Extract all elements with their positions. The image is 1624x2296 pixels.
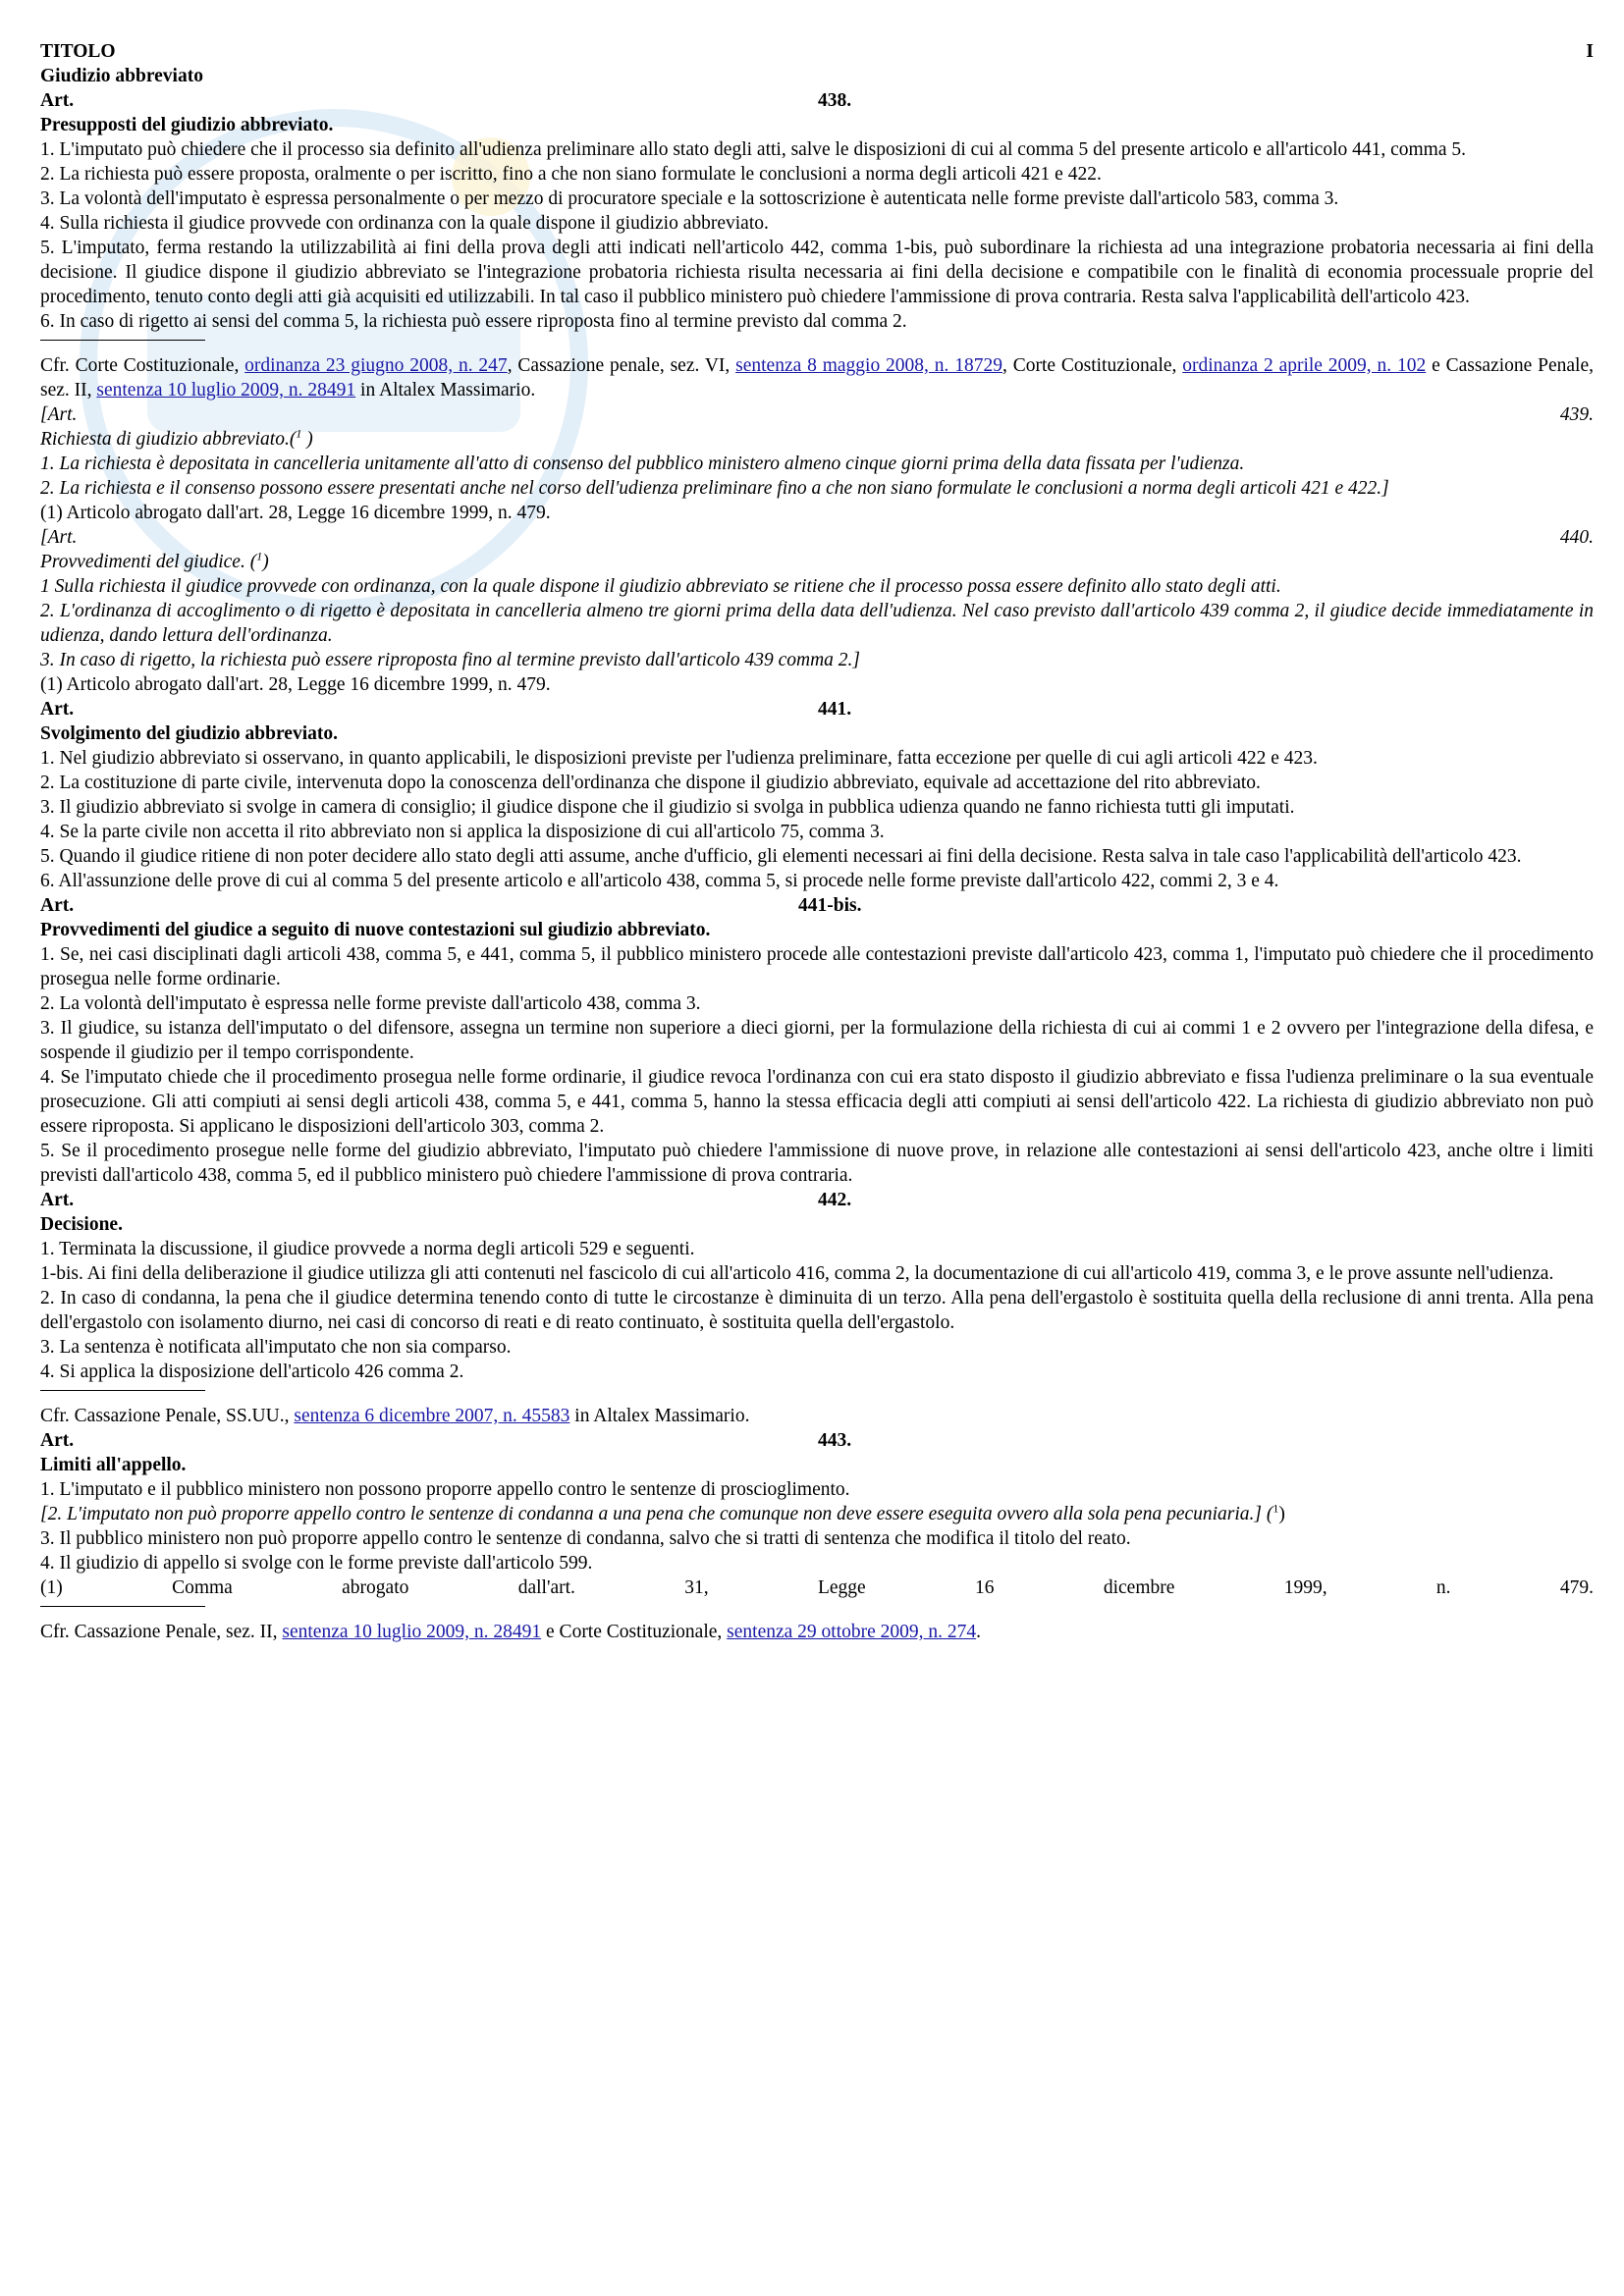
- citation-link[interactable]: sentenza 6 dicembre 2007, n. 45583: [294, 1406, 570, 1426]
- heading-text: ): [301, 429, 313, 450]
- footnote: (1) Articolo abrogato dall'art. 28, Legge 16 dicembre 1999, n. 479.: [40, 503, 551, 523]
- paragraph: 5. L'imputato, ferma restando la utilizzabilità ai fini della prova degli atti indicati nell'articolo 442, comma 1-bis, può subordinare la richiesta ad una integrazione probatoria necessaria ai fini della decisione. Il giudice dispone il giudizio abbreviato se l'integrazione probatoria richiesta risulta necessaria ai fini della decisione e compatibile con le finalità di economia processuale proprie del procedimento, tenuto conto degli atti già acquisiti ed utilizzabili. In tal caso il pubblico ministero può chiedere l'ammissione di prova contraria. Resta salva l'applicabilità dell'articolo 423.: [40, 238, 1594, 307]
- paragraph: 2. In caso di condanna, la pena che il giudice determina tenendo conto di tutte le circostanze è diminuita di un terzo. Alla pena dell'ergastolo è sostituita quella della reclusione di anni trenta. Alla pena dell'ergastolo con isolamento diurno, nei casi di concorso di reati e di reato continuato, è sostituita quella dell'ergastolo.: [40, 1288, 1594, 1333]
- footnote-divider: [40, 340, 205, 350]
- article-heading: Svolgimento del giudizio abbreviato.: [40, 723, 338, 744]
- article-number: 439.: [1559, 404, 1594, 425]
- paragraph: 2. La volontà dell'imputato è espressa nelle forme previste dall'articolo 438, comma 3.: [40, 993, 701, 1014]
- title-numeral: I: [1586, 41, 1594, 62]
- footnote: [40, 1575, 1594, 1600]
- footnote-word: 479.: [1559, 1577, 1594, 1598]
- paragraph: 3. Il pubblico ministero non può proporre appello contro le sentenze di condanna, salvo che si tratti di sentenza che modifica il titolo del reato.: [40, 1528, 1131, 1549]
- footnote-word: n.: [1435, 1577, 1451, 1598]
- article-number: 441.: [818, 699, 852, 720]
- paragraph: 3. La sentenza è notificata all'imputato che non sia comparso.: [40, 1337, 512, 1358]
- citation-text: in Altalex Massimario.: [355, 380, 536, 400]
- citation-link[interactable]: ordinanza 2 aprile 2009, n. 102: [1182, 355, 1427, 376]
- citation-text: Cfr. Cassazione Penale, sez. II,: [40, 1622, 283, 1642]
- article-heading: Decisione.: [40, 1214, 123, 1235]
- title-label: TITOLO: [40, 41, 116, 62]
- paragraph: 1. Se, nei casi disciplinati dagli articoli 438, comma 5, e 441, comma 5, il pubblico ministero procede alle contestazioni previste dall'articolo 423, comma 1, l'imputato può chiedere che il procedimento prosegua nelle forme ordinarie.: [40, 944, 1594, 989]
- paragraph: 4. Se l'imputato chiede che il procedimento prosegua nelle forme ordinarie, il giudice revoca l'ordinanza con cui era stato disposto il giudizio abbreviato e fissa l'udienza preliminare o la sua eventuale prosecuzione. Gli atti compiuti ai sensi degli articoli 438, comma 5, e 441, comma 5, hanno la stessa efficacia degli atti compiuti ai sensi dell'articolo 422. La richiesta di giudizio abbreviato non può essere riproposta. Si applicano le disposizioni dell'articolo 303, comma 2.: [40, 1067, 1594, 1137]
- article-header-438: [40, 88, 1594, 113]
- paragraph: 2. L'ordinanza di accoglimento o di rigetto è depositata in cancelleria almeno tre giorni prima della data dell'udienza. Nel caso previsto dall'articolo 439 comma 2, il giudice decide immediatamente in udienza, dando lettura dell'ordinanza.: [40, 601, 1594, 646]
- footnote-divider: [40, 1606, 205, 1617]
- citation-text: e Cassazione Penale, sez. II,: [40, 355, 1594, 400]
- article-label: [Art.: [40, 404, 78, 425]
- paragraph: 4. Sulla richiesta il giudice provvede con ordinanza con la quale dispone il giudizio abbreviato.: [40, 213, 769, 234]
- paragraph: 3. La volontà dell'imputato è espressa personalmente o per mezzo di procuratore speciale e la sottoscrizione è autenticata nelle forme previste dall'articolo 583, comma 3.: [40, 188, 1339, 209]
- paragraph: 1. Terminata la discussione, il giudice provvede a norma degli articoli 529 e seguenti.: [40, 1239, 695, 1259]
- footnote-word: 16: [975, 1577, 995, 1598]
- footnote: (1) Articolo abrogato dall'art. 28, Legge 16 dicembre 1999, n. 479.: [40, 674, 551, 695]
- footnote-word: 31,: [684, 1577, 709, 1598]
- citation-link[interactable]: sentenza 10 luglio 2009, n. 28491: [96, 380, 356, 400]
- title-row: [40, 39, 1594, 64]
- footnote-word: Legge: [817, 1577, 866, 1598]
- footnote-word: abrogato: [342, 1577, 409, 1598]
- paragraph-text: [2. L'imputato non può proporre appello contro le sentenze di condanna a una pena che comunque non deve essere eseguita ovvero alla sola pena pecuniaria.] (: [40, 1504, 1273, 1524]
- article-number: 442.: [818, 1190, 852, 1210]
- paragraph: 3. Il giudizio abbreviato si svolge in camera di consiglio; il giudice dispone che il giudizio si svolga in pubblica udienza quando ne fanno richiesta tutti gli imputati.: [40, 797, 1295, 818]
- paragraph: 5. Se il procedimento prosegue nelle forme del giudizio abbreviato, l'imputato può chiedere l'ammissione di nuove prove, in relazione alle contestazioni ai sensi dell'articolo 423, anche oltre i limiti previsti dall'articolo 438, comma 5, ed il pubblico ministero può chiedere l'ammissione di prova contraria.: [40, 1141, 1594, 1186]
- heading-text: Provvedimenti del giudice. (: [40, 552, 257, 572]
- article-header-442: [40, 1188, 1594, 1212]
- citation-text: Cfr. Cassazione Penale, SS.UU.,: [40, 1406, 295, 1426]
- paragraph: 1. La richiesta è depositata in cancelleria unitamente all'atto di consenso del pubblico ministero almeno cinque giorni prima della data fissata per l'udienza.: [40, 454, 1245, 474]
- article-heading: Limiti all'appello.: [40, 1455, 187, 1475]
- article-heading: [40, 550, 1594, 574]
- citation-text: e Corte Costituzionale,: [541, 1622, 728, 1642]
- citation-link[interactable]: ordinanza 23 giugno 2008, n. 247: [244, 355, 508, 376]
- footnote-ref: 1: [296, 426, 302, 441]
- paragraph: 2. La richiesta e il consenso possono essere presentati anche nel corso dell'udienza preliminare fino a che non siano formulate le conclusioni a norma degli articoli 421 e 422.]: [40, 478, 1389, 499]
- citation-text: .: [976, 1622, 982, 1642]
- document-page: [40, 39, 1594, 1644]
- footnote-divider: [40, 1390, 205, 1401]
- citation-text: in Altalex Massimario.: [569, 1406, 750, 1426]
- citation: [40, 1404, 1594, 1428]
- article-label: Art.: [40, 1430, 75, 1451]
- footnote-ref: 1: [1272, 1501, 1279, 1516]
- paragraph: 2. La costituzione di parte civile, intervenuta dopo la conoscenza dell'ordinanza che dispone il giudizio abbreviato, equivale ad accettazione del rito abbreviato.: [40, 773, 1261, 793]
- paragraph: 1. Nel giudizio abbreviato si osservano, in quanto applicabili, le disposizioni previste per l'udienza preliminare, fatta eccezione per quelle di cui agli articoli 422 e 423.: [40, 748, 1318, 769]
- paragraph: 4. Se la parte civile non accetta il rito abbreviato non si applica la disposizione di cui all'articolo 75, comma 3.: [40, 822, 885, 842]
- citation-link[interactable]: sentenza 10 luglio 2009, n. 28491: [282, 1622, 542, 1642]
- paragraph: 4. Si applica la disposizione dell'articolo 426 comma 2.: [40, 1362, 464, 1382]
- footnote-word: Comma: [172, 1577, 233, 1598]
- paragraph: 2. La richiesta può essere proposta, oralmente o per iscritto, fino a che non siano formulate le conclusioni a norma degli articoli 421 e 422.: [40, 164, 1102, 185]
- article-label: Art.: [40, 90, 75, 111]
- article-number: 438.: [818, 90, 852, 111]
- article-number: 440.: [1559, 527, 1594, 548]
- paragraph: 5. Quando il giudice ritiene di non poter decidere allo stato degli atti assume, anche d'ufficio, gli elementi necessari ai fini della decisione. Resta salva in tale caso l'applicabilità dell'articolo 423.: [40, 846, 1522, 867]
- footnote-ref: 1: [256, 549, 263, 563]
- article-heading: Presupposti del giudizio abbreviato.: [40, 115, 334, 135]
- footnote-word: (1): [40, 1577, 63, 1598]
- citation-link[interactable]: sentenza 8 maggio 2008, n. 18729: [735, 355, 1002, 376]
- article-label: Art.: [40, 1190, 75, 1210]
- paragraph: 1 Sulla richiesta il giudice provvede con ordinanza, con la quale dispone il giudizio abbreviato se ritiene che il processo possa essere definito allo stato degli atti.: [40, 576, 1281, 597]
- section-subtitle: Giudizio abbreviato: [40, 66, 203, 86]
- citation-link[interactable]: sentenza 29 ottobre 2009, n. 274: [727, 1622, 977, 1642]
- article-header-441-bis: [40, 893, 1594, 918]
- article-label: Art.: [40, 699, 75, 720]
- citation-text: , Cassazione penale, sez. VI,: [507, 355, 736, 376]
- paragraph: 3. Il giudice, su istanza dell'imputato o del difensore, assegna un termine non superiore a dieci giorni, per la formulazione della richiesta di cui ai commi 1 e 2 ovvero per l'integrazione della difesa, e sospende il giudizio per il tempo corrispondente.: [40, 1018, 1594, 1063]
- article-header-441: [40, 697, 1594, 721]
- footnote-word: dall'art.: [517, 1577, 575, 1598]
- article-heading: [40, 427, 1594, 452]
- paragraph: 3. In caso di rigetto, la richiesta può essere riproposta fino al termine previsto dall'articolo 439 comma 2.]: [40, 650, 861, 670]
- heading-text: Richiesta di giudizio abbreviato.(: [40, 429, 297, 450]
- paragraph: 1. L'imputato può chiedere che il processo sia definito all'udienza preliminare allo stato degli atti, salve le disposizioni di cui al comma 5 del presente articolo e all'articolo 441, comma 5.: [40, 139, 1467, 160]
- citation: [40, 1620, 1594, 1644]
- paragraph: 6. All'assunzione delle prove di cui al comma 5 del presente articolo e all'articolo 438, comma 5, si procede nelle forme previste dall'articolo 422, commi 2, 3 e 4.: [40, 871, 1279, 891]
- article-number: 443.: [818, 1430, 852, 1451]
- footnote-word: dicembre: [1103, 1577, 1175, 1598]
- paragraph: [40, 1502, 1594, 1526]
- citation-text: Cfr. Corte Costituzionale,: [40, 355, 245, 376]
- paragraph-text: ): [1278, 1504, 1285, 1524]
- article-heading: Provvedimenti del giudice a seguito di nuove contestazioni sul giudizio abbreviato.: [40, 920, 711, 940]
- article-header-440: [40, 525, 1594, 550]
- paragraph: 6. In caso di rigetto ai sensi del comma 5, la richiesta può essere riproposta fino al termine previsto dal comma 2.: [40, 311, 907, 332]
- article-label: [Art.: [40, 527, 78, 548]
- article-header-443: [40, 1428, 1594, 1453]
- article-header-439: [40, 402, 1594, 427]
- article-label: Art.: [40, 895, 75, 916]
- paragraph: 4. Il giudizio di appello si svolge con le forme previste dall'articolo 599.: [40, 1553, 593, 1574]
- citation-text: , Corte Costituzionale,: [1001, 355, 1183, 376]
- heading-text: ): [262, 552, 269, 572]
- paragraph: 1. L'imputato e il pubblico ministero non possono proporre appello contro le sentenze di proscioglimento.: [40, 1479, 850, 1500]
- article-number: 441-bis.: [798, 895, 862, 916]
- footnote-word: 1999,: [1283, 1577, 1327, 1598]
- citation: [40, 353, 1594, 402]
- paragraph: 1-bis. Ai fini della deliberazione il giudice utilizza gli atti contenuti nel fascicolo di cui all'articolo 416, comma 2, la documentazione di cui all'articolo 419, comma 3, e le prove assunte nell'udienza.: [40, 1263, 1554, 1284]
